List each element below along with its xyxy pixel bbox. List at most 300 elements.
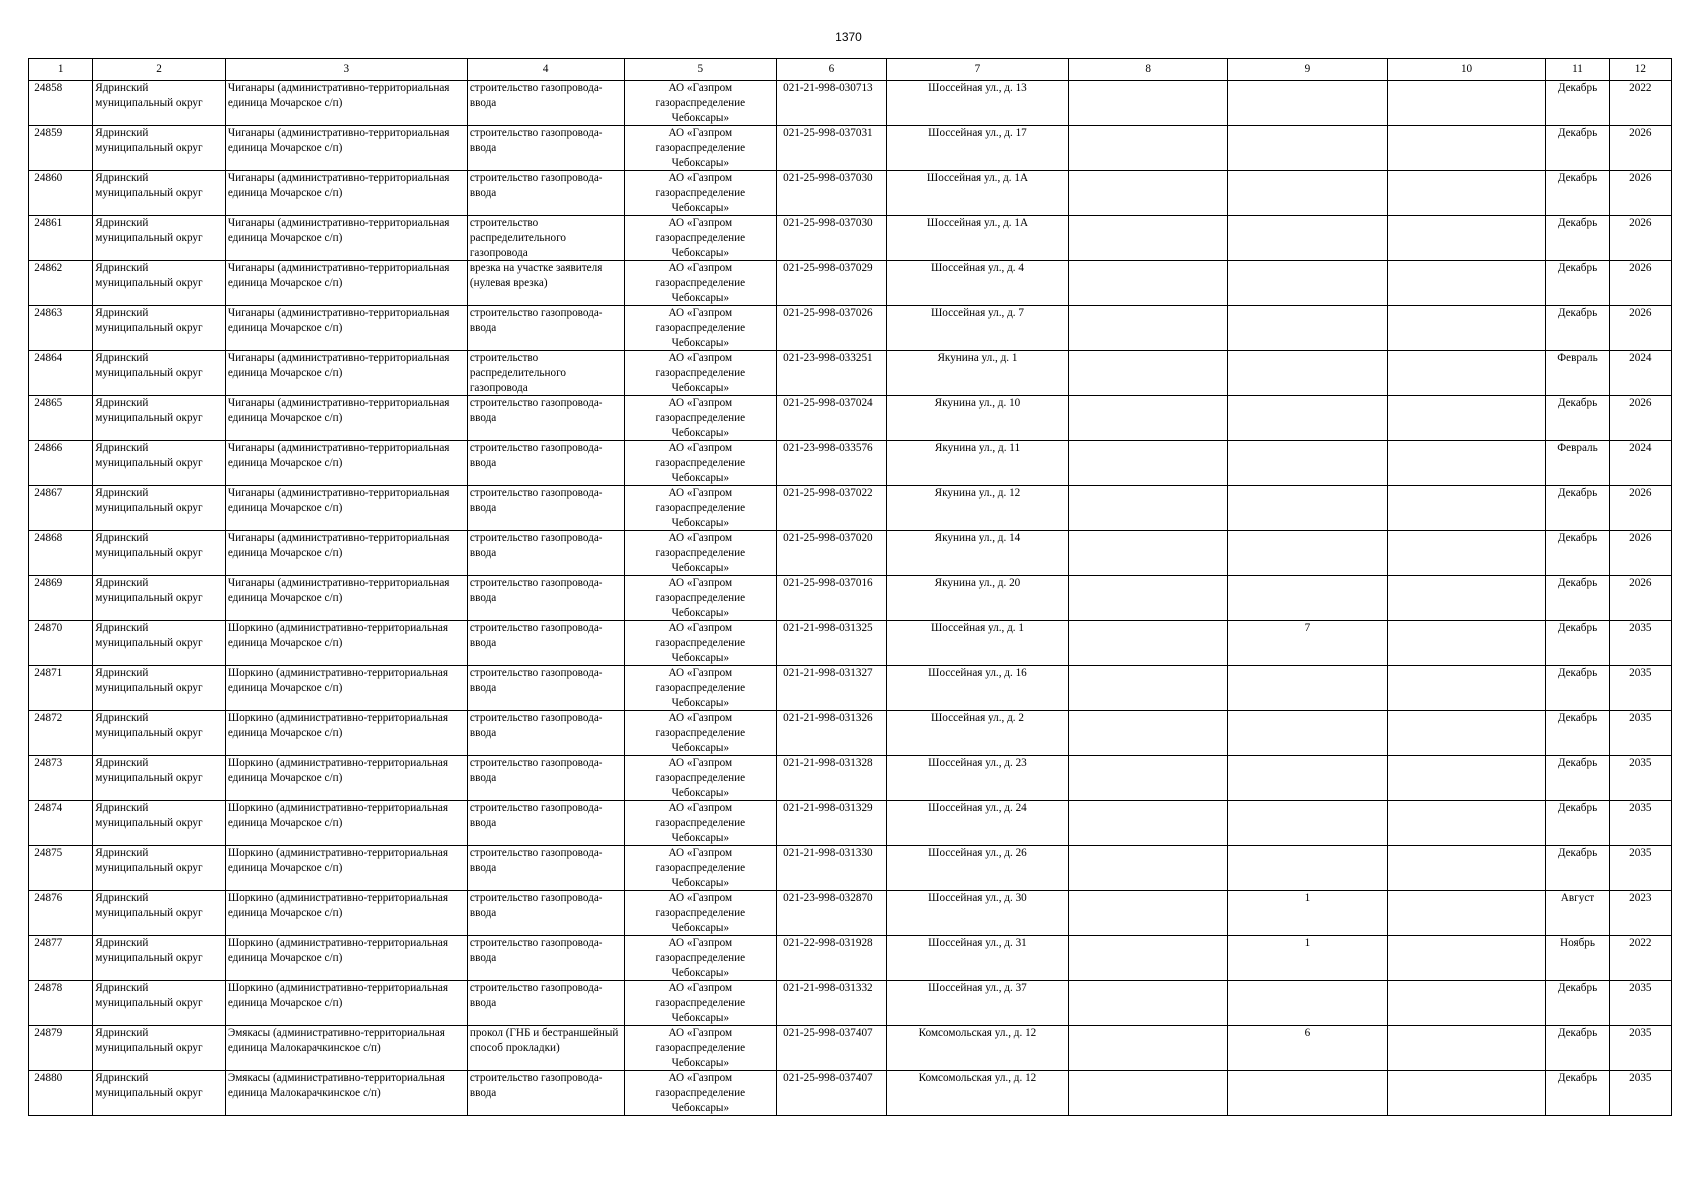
col-9-text: [1230, 756, 1385, 800]
address-cell: [886, 981, 1069, 1026]
organization-cell: [624, 531, 777, 576]
work-type-cell: [467, 621, 624, 666]
col-9-text: [1230, 711, 1385, 755]
col-8-text: [1071, 936, 1225, 980]
month-cell: [1546, 306, 1609, 351]
settlement-text: Чиганары (административно-территориальная единица Мочарское с/п): [227, 262, 450, 289]
column-header: 8: [1069, 59, 1228, 81]
col-8-text: [1071, 981, 1225, 1025]
col-9-text: [1230, 1071, 1385, 1115]
row-number-cell: [29, 216, 93, 261]
col-10-text: [1390, 486, 1544, 530]
settlement-text: Чиганары (административно-территориальная единица Мочарское с/п): [227, 217, 450, 244]
month-text: Декабрь: [1557, 577, 1598, 589]
municipality-cell: [93, 486, 226, 531]
municipality-cell: [93, 306, 226, 351]
col-8-text: [1071, 531, 1225, 575]
registry-code-cell: [777, 1071, 886, 1116]
col-8-cell: [1069, 621, 1228, 666]
address-text: Шоссейная ул., д. 26: [928, 847, 1027, 859]
col-9-text: [1230, 981, 1385, 1025]
row-number-text: 24865: [34, 397, 63, 409]
settlement-cell: [225, 1071, 467, 1116]
settlement-text: Чиганары (административно-территориальная единица Мочарское с/п): [227, 127, 450, 154]
col-8-cell: [1069, 756, 1228, 801]
work-type-cell: [467, 936, 624, 981]
column-header: 12: [1609, 59, 1671, 81]
month-text: Август: [1560, 892, 1595, 904]
year-text: 2026: [1629, 262, 1652, 274]
organization-text: АО «Газпром газораспределение Чебоксары»: [655, 937, 746, 979]
year-text: 2035: [1629, 712, 1652, 724]
work-type-text: строительство газопровода-ввода: [469, 802, 603, 829]
month-text: Декабрь: [1557, 802, 1598, 814]
municipality-text: Ядринский муниципальный округ: [95, 532, 203, 559]
table-row: [29, 711, 1672, 756]
settlement-cell: [225, 936, 467, 981]
organization-cell: [624, 891, 777, 936]
organization-text: АО «Газпром газораспределение Чебоксары»: [655, 802, 746, 844]
registry-code-cell: [777, 576, 886, 621]
municipality-text: Ядринский муниципальный округ: [95, 262, 203, 289]
year-text: 2035: [1629, 622, 1652, 634]
table-row: [29, 306, 1672, 351]
col-8-cell: [1069, 846, 1228, 891]
settlement-cell: [225, 711, 467, 756]
row-number-text: 24877: [34, 937, 63, 949]
col-9-cell: [1228, 711, 1388, 756]
col-8-text: [1071, 171, 1225, 215]
year-cell: [1609, 351, 1671, 396]
registry-code-cell: [777, 81, 886, 126]
municipality-text: Ядринский муниципальный округ: [95, 847, 203, 874]
address-text: Шоссейная ул., д. 16: [928, 667, 1027, 679]
work-type-cell: [467, 306, 624, 351]
registry-code-cell: [777, 261, 886, 306]
col-8-cell: [1069, 1026, 1228, 1071]
registry-code-text: 021-25-998-037029: [783, 262, 873, 274]
work-type-text: строительство газопровода-ввода: [469, 127, 603, 154]
col-9-text: [1230, 486, 1385, 530]
work-type-text: строительство газопровода-ввода: [469, 937, 603, 964]
col-10-cell: [1387, 666, 1546, 711]
municipality-cell: [93, 981, 226, 1026]
year-cell: [1609, 216, 1671, 261]
organization-text: АО «Газпром газораспределение Чебоксары»: [655, 622, 746, 664]
settlement-text: Эмякасы (административно-территориальная единица Малокарачкинское с/п): [227, 1072, 445, 1099]
settlement-text: Шоркино (административно-территориальная единица Мочарское с/п): [227, 937, 449, 964]
col-8-text: [1071, 81, 1225, 125]
month-text: Декабрь: [1557, 757, 1598, 769]
address-text: Шоссейная ул., д. 4: [930, 262, 1024, 274]
organization-cell: [624, 666, 777, 711]
col-9-text: [1230, 666, 1385, 710]
municipality-text: Ядринский муниципальный округ: [95, 487, 203, 514]
work-type-text: строительство газопровода-ввода: [469, 847, 603, 874]
year-cell: [1609, 621, 1671, 666]
col-8-text: [1071, 711, 1225, 755]
address-cell: [886, 936, 1069, 981]
col-10-text: [1390, 576, 1544, 620]
municipality-text: Ядринский муниципальный округ: [95, 937, 203, 964]
address-text: Шоссейная ул., д. 1А: [926, 217, 1029, 229]
work-type-cell: [467, 216, 624, 261]
col-10-text: [1390, 396, 1544, 440]
col-9-cell: [1228, 261, 1388, 306]
col-8-cell: [1069, 351, 1228, 396]
month-cell: [1546, 441, 1609, 486]
municipality-text: Ядринский муниципальный округ: [95, 712, 203, 739]
municipality-text: Ядринский муниципальный округ: [95, 82, 203, 109]
col-10-cell: [1387, 486, 1546, 531]
year-cell: [1609, 171, 1671, 216]
col-8-cell: [1069, 531, 1228, 576]
work-type-cell: [467, 801, 624, 846]
settlement-text: Чиганары (административно-территориальная единица Мочарское с/п): [227, 487, 450, 514]
organization-text: АО «Газпром газораспределение Чебоксары»: [655, 667, 746, 709]
year-cell: [1609, 891, 1671, 936]
settlement-text: Эмякасы (административно-территориальная единица Малокарачкинское с/п): [227, 1027, 445, 1054]
column-header: 10: [1387, 59, 1546, 81]
municipality-cell: [93, 441, 226, 486]
registry-code-text: 021-25-998-037030: [783, 217, 873, 229]
organization-text: АО «Газпром газораспределение Чебоксары»: [655, 82, 746, 124]
row-number-text: 24872: [34, 712, 63, 724]
year-cell: [1609, 396, 1671, 441]
organization-cell: [624, 936, 777, 981]
address-text: Шоссейная ул., д. 31: [928, 937, 1027, 949]
col-10-text: [1390, 531, 1544, 575]
year-cell: [1609, 486, 1671, 531]
row-number-cell: [29, 936, 93, 981]
registry-code-text: 021-23-998-032870: [783, 892, 873, 904]
row-number-text: 24861: [34, 217, 63, 229]
month-text: Февраль: [1557, 442, 1598, 454]
municipality-cell: [93, 351, 226, 396]
row-number-cell: [29, 576, 93, 621]
row-number-cell: [29, 981, 93, 1026]
address-cell: [886, 711, 1069, 756]
year-text: 2024: [1629, 352, 1652, 364]
registry-code-cell: [777, 756, 886, 801]
organization-text: АО «Газпром газораспределение Чебоксары»: [655, 397, 746, 439]
col-9-text: 1: [1304, 937, 1311, 949]
registry-code-cell: [777, 846, 886, 891]
row-number-cell: [29, 891, 93, 936]
col-9-text: [1230, 126, 1385, 170]
organization-cell: [624, 756, 777, 801]
table-row: [29, 126, 1672, 171]
col-9-text: [1230, 351, 1385, 395]
year-text: 2022: [1629, 82, 1652, 94]
row-number-text: 24867: [34, 487, 63, 499]
work-type-text: строительство газопровода-ввода: [469, 397, 603, 424]
col-8-cell: [1069, 441, 1228, 486]
organization-cell: [624, 126, 777, 171]
col-9-cell: [1228, 126, 1388, 171]
row-number-cell: [29, 756, 93, 801]
row-number-text: 24864: [34, 352, 63, 364]
organization-text: АО «Газпром газораспределение Чебоксары»: [655, 1072, 746, 1114]
registry-code-text: 021-25-998-037016: [783, 577, 873, 589]
municipality-cell: [93, 936, 226, 981]
municipality-text: Ядринский муниципальный округ: [95, 1027, 203, 1054]
work-type-text: строительство газопровода-ввода: [469, 487, 603, 514]
col-9-cell: [1228, 1071, 1388, 1116]
municipality-text: Ядринский муниципальный округ: [95, 622, 203, 649]
work-type-cell: [467, 846, 624, 891]
registry-code-text: 021-21-998-031329: [783, 802, 873, 814]
col-10-text: [1390, 711, 1544, 755]
col-10-cell: [1387, 351, 1546, 396]
organization-text: АО «Газпром газораспределение Чебоксары»: [655, 982, 746, 1024]
year-text: 2026: [1629, 487, 1652, 499]
row-number-cell: [29, 351, 93, 396]
table-row: [29, 1026, 1672, 1071]
column-header: 3: [225, 59, 467, 81]
row-number-text: 24875: [34, 847, 63, 859]
col-8-cell: [1069, 486, 1228, 531]
work-type-text: строительство газопровода-ввода: [469, 622, 603, 649]
col-10-text: [1390, 801, 1544, 845]
row-number-text: 24866: [34, 442, 63, 454]
address-text: Шоссейная ул., д. 1А: [926, 172, 1029, 184]
settlement-cell: [225, 801, 467, 846]
table-row: [29, 756, 1672, 801]
address-text: Комсомольская ул., д. 12: [918, 1027, 1037, 1039]
col-9-cell: [1228, 441, 1388, 486]
year-text: 2026: [1629, 217, 1652, 229]
work-type-cell: [467, 486, 624, 531]
settlement-text: Шоркино (административно-территориальная единица Мочарское с/п): [227, 982, 449, 1009]
registry-code-cell: [777, 621, 886, 666]
col-9-text: [1230, 171, 1385, 215]
table-row: [29, 891, 1672, 936]
address-cell: [886, 261, 1069, 306]
settlement-text: Шоркино (административно-территориальная единица Мочарское с/п): [227, 667, 449, 694]
work-type-text: строительство газопровода-ввода: [469, 892, 603, 919]
settlement-cell: [225, 486, 467, 531]
year-cell: [1609, 531, 1671, 576]
address-cell: [886, 441, 1069, 486]
row-number-cell: [29, 531, 93, 576]
work-type-cell: [467, 171, 624, 216]
year-text: 2026: [1629, 127, 1652, 139]
col-8-cell: [1069, 126, 1228, 171]
municipality-cell: [93, 396, 226, 441]
organization-text: АО «Газпром газораспределение Чебоксары»: [655, 127, 746, 169]
address-cell: [886, 801, 1069, 846]
register-table: [28, 58, 1672, 1116]
col-8-text: [1071, 306, 1225, 350]
registry-code-text: 021-21-998-031332: [783, 982, 873, 994]
municipality-text: Ядринский муниципальный округ: [95, 172, 203, 199]
work-type-text: строительство распределительного газопровода: [469, 217, 567, 259]
address-text: Якунина ул., д. 1: [937, 352, 1018, 364]
organization-text: АО «Газпром газораспределение Чебоксары»: [655, 757, 746, 799]
registry-code-text: 021-23-998-033576: [783, 442, 873, 454]
year-cell: [1609, 1026, 1671, 1071]
col-10-cell: [1387, 756, 1546, 801]
column-header: 6: [777, 59, 886, 81]
month-cell: [1546, 666, 1609, 711]
year-text: 2026: [1629, 532, 1652, 544]
col-9-cell: [1228, 81, 1388, 126]
col-10-cell: [1387, 711, 1546, 756]
month-text: Декабрь: [1557, 262, 1598, 274]
col-9-cell: [1228, 801, 1388, 846]
table-row: [29, 1071, 1672, 1116]
row-number-cell: [29, 396, 93, 441]
settlement-text: Чиганары (административно-территориальная единица Мочарское с/п): [227, 442, 450, 469]
column-header: 5: [624, 59, 777, 81]
organization-text: АО «Газпром газораспределение Чебоксары»: [655, 712, 746, 754]
work-type-cell: [467, 891, 624, 936]
organization-text: АО «Газпром газораспределение Чебоксары»: [655, 892, 746, 934]
year-text: 2035: [1629, 982, 1652, 994]
registry-code-text: 021-21-998-030713: [783, 82, 873, 94]
year-text: 2035: [1629, 1027, 1652, 1039]
table-row: [29, 216, 1672, 261]
month-text: Февраль: [1557, 352, 1598, 364]
col-8-cell: [1069, 1071, 1228, 1116]
address-text: Комсомольская ул., д. 12: [918, 1072, 1037, 1084]
month-cell: [1546, 486, 1609, 531]
settlement-text: Шоркино (административно-территориальная единица Мочарское с/п): [227, 712, 449, 739]
year-text: 2035: [1629, 667, 1652, 679]
row-number-cell: [29, 441, 93, 486]
month-text: Декабрь: [1557, 307, 1598, 319]
col-8-cell: [1069, 261, 1228, 306]
work-type-text: строительство газопровода-ввода: [469, 982, 603, 1009]
year-text: 2035: [1629, 802, 1652, 814]
month-cell: [1546, 621, 1609, 666]
col-10-cell: [1387, 576, 1546, 621]
row-number-text: 24863: [34, 307, 63, 319]
table-body: [29, 81, 1672, 1116]
col-10-cell: [1387, 441, 1546, 486]
row-number-text: 24874: [34, 802, 63, 814]
work-type-cell: [467, 126, 624, 171]
organization-cell: [624, 486, 777, 531]
organization-cell: [624, 261, 777, 306]
row-number-text: 24869: [34, 577, 63, 589]
municipality-cell: [93, 576, 226, 621]
settlement-cell: [225, 396, 467, 441]
row-number-cell: [29, 801, 93, 846]
address-cell: [886, 621, 1069, 666]
col-10-text: [1390, 666, 1544, 710]
organization-cell: [624, 846, 777, 891]
col-9-cell: [1228, 891, 1388, 936]
address-text: Шоссейная ул., д. 24: [928, 802, 1027, 814]
year-text: 2035: [1629, 757, 1652, 769]
col-10-cell: [1387, 846, 1546, 891]
table-row: [29, 936, 1672, 981]
row-number-cell: [29, 711, 93, 756]
organization-cell: [624, 396, 777, 441]
col-10-text: [1390, 171, 1544, 215]
row-number-cell: [29, 306, 93, 351]
month-text: Декабрь: [1557, 397, 1598, 409]
registry-code-text: 021-25-998-037030: [783, 172, 873, 184]
municipality-cell: [93, 261, 226, 306]
month-text: Декабрь: [1557, 847, 1598, 859]
col-10-text: [1390, 261, 1544, 305]
address-cell: [886, 486, 1069, 531]
col-8-text: [1071, 441, 1225, 485]
municipality-cell: [93, 1071, 226, 1116]
registry-code-cell: [777, 396, 886, 441]
col-9-text: [1230, 306, 1385, 350]
col-9-text: 6: [1304, 1027, 1311, 1039]
address-text: Якунина ул., д. 11: [934, 442, 1021, 454]
municipality-text: Ядринский муниципальный округ: [95, 352, 203, 379]
col-10-text: [1390, 756, 1544, 800]
col-8-text: [1071, 801, 1225, 845]
work-type-text: прокол (ГНБ и бестраншейный способ прокладки): [469, 1027, 619, 1054]
col-8-text: [1071, 216, 1225, 260]
col-8-text: [1071, 756, 1225, 800]
col-10-text: [1390, 81, 1544, 125]
municipality-cell: [93, 666, 226, 711]
year-text: 2023: [1629, 892, 1652, 904]
row-number-cell: [29, 171, 93, 216]
year-text: 2022: [1629, 937, 1652, 949]
work-type-cell: [467, 576, 624, 621]
month-cell: [1546, 1026, 1609, 1071]
registry-code-cell: [777, 891, 886, 936]
col-9-text: [1230, 576, 1385, 620]
col-9-cell: [1228, 351, 1388, 396]
organization-text: АО «Газпром газораспределение Чебоксары»: [655, 532, 746, 574]
registry-code-cell: [777, 711, 886, 756]
registry-code-text: 021-25-998-037024: [783, 397, 873, 409]
col-10-text: [1390, 351, 1544, 395]
month-text: Декабрь: [1557, 127, 1598, 139]
row-number-text: 24873: [34, 757, 63, 769]
page-number: 1370: [835, 30, 862, 44]
year-cell: [1609, 666, 1671, 711]
organization-text: АО «Газпром газораспределение Чебоксары»: [655, 307, 746, 349]
col-8-text: [1071, 486, 1225, 530]
year-cell: [1609, 1071, 1671, 1116]
organization-cell: [624, 441, 777, 486]
month-cell: [1546, 801, 1609, 846]
row-number-cell: [29, 126, 93, 171]
col-8-text: [1071, 1026, 1225, 1070]
col-9-text: [1230, 531, 1385, 575]
municipality-cell: [93, 126, 226, 171]
address-cell: [886, 1071, 1069, 1116]
work-type-cell: [467, 756, 624, 801]
work-type-cell: [467, 1071, 624, 1116]
settlement-cell: [225, 171, 467, 216]
year-cell: [1609, 711, 1671, 756]
col-8-cell: [1069, 666, 1228, 711]
col-8-cell: [1069, 171, 1228, 216]
col-10-cell: [1387, 891, 1546, 936]
registry-code-cell: [777, 981, 886, 1026]
work-type-cell: [467, 666, 624, 711]
col-9-text: [1230, 216, 1385, 260]
address-text: Шоссейная ул., д. 30: [928, 892, 1027, 904]
month-text: Декабрь: [1557, 712, 1598, 724]
month-cell: [1546, 576, 1609, 621]
col-8-cell: [1069, 306, 1228, 351]
row-number-text: 24860: [34, 172, 63, 184]
header-row: [29, 59, 1672, 81]
